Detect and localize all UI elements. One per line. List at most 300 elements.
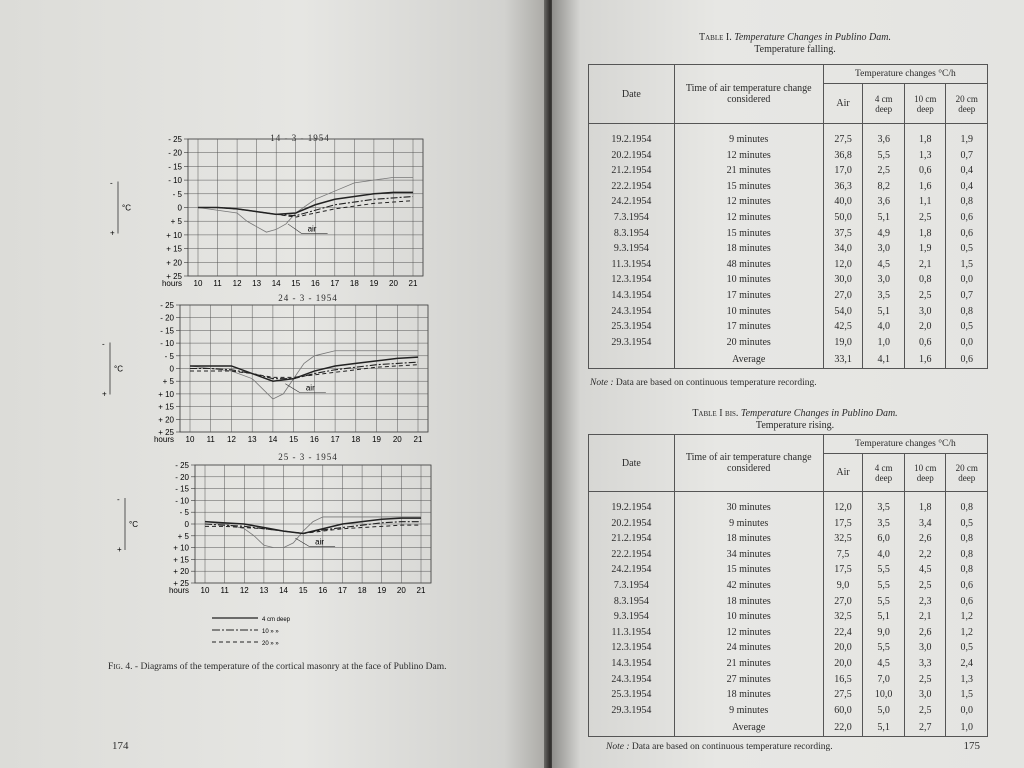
table-2-row (589, 547, 988, 563)
table-1-cell-time: 18 minutes (674, 241, 823, 257)
y-tick-label: - 5 (164, 351, 174, 361)
table-1-cell-air: 54,0 (823, 304, 863, 320)
table-2-header-20cm: 20 cm deep (946, 454, 988, 492)
table-1-cell-20cm: 0,0 (946, 272, 988, 288)
table-1-cell-time: 20 minutes (674, 335, 823, 351)
air-annotation: air (307, 224, 317, 234)
table-1-row (589, 241, 988, 257)
table-1-cell-10cm: 2,5 (904, 210, 946, 226)
table-2 (588, 434, 988, 737)
table-2-cell-20cm: 1,5 (946, 687, 988, 703)
x-tick-label: 16 (309, 435, 319, 444)
table-1-cell-4cm: 3,6 (863, 194, 905, 210)
table-1-cell-air: 37,5 (823, 226, 863, 242)
table-2-cell-20cm: 1,2 (946, 625, 988, 641)
table-2-cell-10cm: 3,4 (904, 516, 946, 532)
y-tick-label: + 15 (166, 244, 182, 254)
table-1-cell-date: 8.3.1954 (589, 226, 675, 242)
table-2-cell-10cm: 2,5 (904, 703, 946, 719)
table-1-cell-air: 30,0 (823, 272, 863, 288)
figure-caption (108, 662, 528, 672)
y-axis-minus-sign: - (110, 178, 113, 188)
y-tick-label: - 5 (172, 189, 182, 199)
table-1-title (600, 32, 990, 56)
table-1-cell-time: 17 minutes (674, 288, 823, 304)
y-tick-label: + 20 (158, 415, 174, 425)
table-2-cell-4cm: 10,0 (863, 687, 905, 703)
table-2-average-20cm: 1,0 (946, 718, 988, 737)
table-2-note-label: Note : (606, 742, 630, 752)
table-2-cell-air: 20,0 (823, 640, 863, 656)
table-1-cell-4cm: 4,5 (863, 257, 905, 273)
table-2-cell-10cm: 2,5 (904, 672, 946, 688)
x-tick-label: 12 (227, 435, 236, 444)
table-2-cell-date: 22.2.1954 (589, 547, 675, 563)
table-2-average-label: Average (674, 718, 823, 737)
table-1-cell-4cm: 4,9 (863, 226, 905, 242)
table-2-header-group: Temperature changes °C/h (823, 435, 987, 454)
x-axis-label: hours (168, 586, 189, 595)
table-2-cell-air: 12,0 (823, 500, 863, 516)
x-tick-label: 13 (247, 435, 257, 444)
legend-label-10cm: 10 » » (262, 629, 279, 635)
x-tick-label: 18 (349, 279, 359, 288)
table-2-cell-time: 42 minutes (674, 578, 823, 594)
table-2-cell-date: 24.3.1954 (589, 672, 675, 688)
y-axis-label: °C (122, 203, 131, 213)
air-annotation: air (315, 537, 324, 547)
table-2-header-10cm: 10 cm deep (904, 454, 946, 492)
table-1-cell-air: 12,0 (823, 257, 863, 273)
y-tick-label: + 5 (162, 377, 174, 387)
x-tick-label: 21 (408, 279, 418, 288)
table-1-average-10cm: 1,6 (904, 350, 946, 369)
table-1-cell-air: 17,0 (823, 163, 863, 179)
table-1-cell-date: 21.2.1954 (589, 163, 675, 179)
table-1-cell-10cm: 1,1 (904, 194, 946, 210)
table-2-cell-air: 27,0 (823, 594, 863, 610)
table-1-note (590, 378, 817, 388)
y-tick-label: - 20 (160, 313, 174, 323)
table-2-row (589, 500, 988, 516)
table-1-cell-date: 24.3.1954 (589, 304, 675, 320)
table-1-cell-20cm: 0,7 (946, 288, 988, 304)
table-2-cell-20cm: 0,0 (946, 703, 988, 719)
table-2-header-air: Air (823, 454, 863, 492)
table-1-cell-10cm: 1,8 (904, 132, 946, 148)
table-1-cell-4cm: 5,5 (863, 148, 905, 164)
x-tick-label: 15 (291, 279, 301, 288)
table-1-cell-10cm: 2,0 (904, 319, 946, 335)
table-2-cell-time: 9 minutes (674, 703, 823, 719)
y-tick-label: - 15 (160, 326, 174, 336)
y-tick-label: + 25 (166, 272, 182, 281)
table-2-header-time: Time of air temperature change considered (674, 435, 823, 492)
table-1-cell-time: 12 minutes (674, 148, 823, 164)
table-1-header-air: Air (823, 84, 863, 124)
table-1-row (589, 288, 988, 304)
table-2-cell-time: 27 minutes (674, 672, 823, 688)
table-2-cell-date: 20.2.1954 (589, 516, 675, 532)
table-1-cell-date: 7.3.1954 (589, 210, 675, 226)
y-tick-label: - 25 (175, 461, 189, 470)
table-2-cell-4cm: 5,5 (863, 640, 905, 656)
table-1-cell-date: 12.3.1954 (589, 272, 675, 288)
table-1-cell-10cm: 2,1 (904, 257, 946, 273)
table-2-heading: Temperature Changes in Publino Dam. (740, 408, 898, 419)
table-2-cell-time: 24 minutes (674, 640, 823, 656)
table-2-cell-4cm: 5,5 (863, 594, 905, 610)
table-2-cell-time: 9 minutes (674, 516, 823, 532)
chart-legend (210, 612, 330, 648)
table-1-header-time: Time of air temperature change considered (674, 65, 823, 124)
x-tick-label: 16 (318, 586, 328, 595)
table-2-cell-date: 29.3.1954 (589, 703, 675, 719)
x-tick-label: 11 (220, 586, 229, 595)
table-1-average-20cm: 0,6 (946, 350, 988, 369)
table-1-cell-4cm: 5,1 (863, 304, 905, 320)
x-tick-label: 17 (338, 586, 347, 595)
x-axis-label: hours (153, 435, 174, 444)
page-number-left: 174 (112, 740, 129, 752)
table-2-cell-10cm: 1,8 (904, 500, 946, 516)
table-2-cell-20cm: 1,2 (946, 609, 988, 625)
table-2-cell-air: 20,0 (823, 656, 863, 672)
x-axis-label: hours (161, 279, 182, 288)
y-tick-label: + 25 (173, 579, 189, 588)
table-1-cell-date: 11.3.1954 (589, 257, 675, 273)
table-2-row (589, 640, 988, 656)
table-2-cell-date: 21.2.1954 (589, 531, 675, 547)
table-1-header-10cm: 10 cm deep (904, 84, 946, 124)
table-2-cell-air: 16,5 (823, 672, 863, 688)
y-tick-label: + 5 (177, 531, 189, 541)
table-2-cell-time: 30 minutes (674, 500, 823, 516)
table-2-cell-20cm: 0,8 (946, 500, 988, 516)
table-2-cell-time: 12 minutes (674, 625, 823, 641)
x-tick-label: 20 (392, 435, 402, 444)
table-2-subtitle: Temperature rising. (755, 420, 835, 431)
table-2-cell-10cm: 2,2 (904, 547, 946, 563)
table-1-cell-20cm: 0,5 (946, 241, 988, 257)
table-1-cell-20cm: 1,5 (946, 257, 988, 273)
table-2-note-text: Data are based on continuous temperature recording. (629, 742, 833, 752)
table-1-heading: Temperature Changes in Publino Dam. (734, 32, 891, 43)
table-1-cell-date: 25.3.1954 (589, 319, 675, 335)
table-2-cell-10cm: 2,5 (904, 578, 946, 594)
y-tick-label: + 10 (158, 389, 174, 399)
x-tick-label: 15 (298, 586, 308, 595)
chart-3-title: 25 - 3 - 1954 (278, 452, 338, 462)
table-2-average-4cm: 5,1 (863, 718, 905, 737)
table-2-cell-date: 12.3.1954 (589, 640, 675, 656)
table-1-cell-20cm: 0,6 (946, 210, 988, 226)
table-1-cell-10cm: 0,8 (904, 272, 946, 288)
table-1-row (589, 163, 988, 179)
table-1-cell-date: 19.2.1954 (589, 132, 675, 148)
table-2-cell-date: 11.3.1954 (589, 625, 675, 641)
table-1-cell-time: 10 minutes (674, 304, 823, 320)
table-2-cell-10cm: 2,6 (904, 531, 946, 547)
x-tick-label: 13 (252, 279, 262, 288)
table-1 (588, 64, 988, 369)
x-tick-label: 10 (200, 586, 210, 595)
table-2-cell-date: 14.3.1954 (589, 656, 675, 672)
page-number-right: 175 (963, 740, 980, 752)
table-2-cell-4cm: 5,1 (863, 609, 905, 625)
table-1-row (589, 272, 988, 288)
table-1-cell-air: 19,0 (823, 335, 863, 351)
table-1-header-group: Temperature changes °C/h (823, 65, 987, 84)
table-1-cell-time: 10 minutes (674, 272, 823, 288)
table-1-cell-time: 48 minutes (674, 257, 823, 273)
table-2-cell-air: 60,0 (823, 703, 863, 719)
table-2-cell-date: 7.3.1954 (589, 578, 675, 594)
x-tick-label: 11 (206, 435, 215, 444)
table-2-cell-air: 17,5 (823, 562, 863, 578)
y-axis-plus-sign: + (117, 545, 122, 554)
table-2-cell-20cm: 0,6 (946, 578, 988, 594)
table-2-cell-10cm: 2,6 (904, 625, 946, 641)
table-2-average-10cm: 2,7 (904, 718, 946, 737)
table-2-cell-time: 21 minutes (674, 656, 823, 672)
table-2-cell-20cm: 0,8 (946, 547, 988, 563)
table-2-cell-4cm: 4,5 (863, 656, 905, 672)
y-tick-label: + 20 (166, 258, 182, 268)
figure-caption-text: - Diagrams of the temperature of the cortical masonry at the face of Publino Dam. (132, 662, 447, 672)
table-1-cell-20cm: 0,8 (946, 194, 988, 210)
x-tick-label: 11 (213, 279, 222, 288)
air-annotation: air (305, 383, 315, 393)
table-1-average-label: Average (674, 350, 823, 369)
table-1-row (589, 226, 988, 242)
table-1-cell-4cm: 5,1 (863, 210, 905, 226)
table-1-cell-time: 15 minutes (674, 226, 823, 242)
table-2-row (589, 703, 988, 719)
table-2-cell-4cm: 9,0 (863, 625, 905, 641)
y-tick-label: + 15 (158, 402, 174, 412)
table-2-cell-time: 18 minutes (674, 531, 823, 547)
y-axis-plus-sign: + (110, 228, 115, 238)
table-1-cell-date: 14.3.1954 (589, 288, 675, 304)
table-2-cell-air: 32,5 (823, 531, 863, 547)
table-1-cell-date: 29.3.1954 (589, 335, 675, 351)
table-2-cell-date: 9.3.1954 (589, 609, 675, 625)
x-tick-label: 20 (389, 279, 398, 288)
table-2-cell-date: 24.2.1954 (589, 562, 675, 578)
table-2-cell-20cm: 1,3 (946, 672, 988, 688)
x-tick-label: 21 (416, 586, 426, 595)
y-tick-label: 0 (184, 520, 189, 529)
table-2-cell-20cm: 0,8 (946, 531, 988, 547)
table-1-header-20cm: 20 cm deep (946, 84, 988, 124)
table-2-row (589, 672, 988, 688)
table-2-label: Table I bis. (692, 408, 739, 419)
table-2-cell-air: 17,5 (823, 516, 863, 532)
table-1-cell-10cm: 0,6 (904, 163, 946, 179)
table-1-cell-air: 42,5 (823, 319, 863, 335)
y-tick-label: - 20 (175, 472, 189, 482)
table-2-cell-10cm: 3,0 (904, 640, 946, 656)
x-tick-label: 14 (279, 586, 288, 595)
table-1-cell-4cm: 4,0 (863, 319, 905, 335)
air-annotation-leader (295, 538, 309, 546)
table-1-cell-20cm: 0,4 (946, 163, 988, 179)
table-2-row (589, 609, 988, 625)
table-1-average-air: 33,1 (823, 350, 863, 369)
table-1-cell-20cm: 0,5 (946, 319, 988, 335)
table-1-note-text: Data are based on continuous temperature recording. (613, 378, 817, 388)
table-2-title (600, 408, 990, 432)
table-1-row (589, 132, 988, 148)
table-1-row (589, 210, 988, 226)
table-2-cell-10cm: 3,3 (904, 656, 946, 672)
table-1-row (589, 148, 988, 164)
table-1-cell-time: 12 minutes (674, 194, 823, 210)
x-tick-label: 20 (396, 586, 406, 595)
table-1-cell-10cm: 1,9 (904, 241, 946, 257)
x-tick-label: 18 (357, 586, 367, 595)
table-1-cell-20cm: 0,4 (946, 179, 988, 195)
y-tick-label: + 5 (170, 217, 182, 227)
table-1-cell-date: 22.2.1954 (589, 179, 675, 195)
y-axis-minus-sign: - (102, 339, 105, 349)
table-2-cell-4cm: 4,0 (863, 547, 905, 563)
table-2-header-4cm: 4 cm deep (863, 454, 905, 492)
y-axis-plus-sign: + (102, 389, 107, 399)
table-2-cell-20cm: 0,8 (946, 562, 988, 578)
table-1-cell-air: 36,8 (823, 148, 863, 164)
table-1-subtitle: Temperature falling. (754, 44, 836, 55)
table-2-row (589, 531, 988, 547)
x-tick-label: 13 (259, 586, 269, 595)
x-tick-label: 12 (239, 586, 249, 595)
table-1-cell-4cm: 3,0 (863, 241, 905, 257)
x-tick-label: 19 (369, 279, 379, 288)
y-tick-label: - 10 (175, 496, 189, 506)
table-1-cell-air: 27,5 (823, 132, 863, 148)
table-1-header-4cm: 4 cm deep (863, 84, 905, 124)
y-tick-label: 0 (169, 364, 174, 374)
table-1-note-label: Note : (590, 378, 614, 388)
y-tick-label: - 25 (160, 301, 174, 310)
y-tick-label: 0 (177, 203, 182, 213)
y-tick-label: - 20 (168, 148, 182, 158)
x-tick-label: 17 (330, 279, 340, 288)
table-2-row (589, 578, 988, 594)
x-tick-label: 10 (193, 279, 203, 288)
table-1-row (589, 179, 988, 195)
y-axis-minus-sign: - (117, 495, 120, 504)
table-1-cell-10cm: 0,6 (904, 335, 946, 351)
table-2-cell-time: 18 minutes (674, 594, 823, 610)
y-tick-label: + 25 (158, 428, 174, 437)
x-tick-label: 18 (351, 435, 361, 444)
table-2-cell-date: 25.3.1954 (589, 687, 675, 703)
table-1-cell-air: 27,0 (823, 288, 863, 304)
table-2-cell-20cm: 0,5 (946, 640, 988, 656)
x-tick-label: 16 (310, 279, 320, 288)
x-tick-label: 17 (330, 435, 340, 444)
table-2-cell-4cm: 3,5 (863, 500, 905, 516)
chart-2-title: 24 - 3 - 1954 (278, 293, 338, 303)
table-2-cell-4cm: 5,0 (863, 703, 905, 719)
table-1-cell-4cm: 3,5 (863, 288, 905, 304)
y-tick-label: + 20 (173, 567, 189, 577)
table-2-cell-air: 27,5 (823, 687, 863, 703)
table-1-cell-air: 34,0 (823, 241, 863, 257)
y-tick-label: - 15 (168, 162, 182, 172)
x-tick-label: 12 (232, 279, 242, 288)
y-tick-label: + 15 (173, 555, 189, 565)
table-1-cell-date: 24.2.1954 (589, 194, 675, 210)
table-2-cell-4cm: 5,5 (863, 562, 905, 578)
x-tick-label: 19 (377, 586, 387, 595)
y-tick-label: - 5 (179, 508, 189, 518)
table-1-cell-10cm: 2,5 (904, 288, 946, 304)
table-1-cell-date: 9.3.1954 (589, 241, 675, 257)
table-1-cell-10cm: 3,0 (904, 304, 946, 320)
table-1-cell-20cm: 0,0 (946, 335, 988, 351)
table-2-average-air: 22,0 (823, 718, 863, 737)
legend-label-4cm: 4 cm deep (262, 617, 291, 623)
table-1-average-4cm: 4,1 (863, 350, 905, 369)
table-1-row (589, 194, 988, 210)
table-1-cell-10cm: 1,6 (904, 179, 946, 195)
table-2-cell-10cm: 2,1 (904, 609, 946, 625)
table-2-cell-time: 18 minutes (674, 687, 823, 703)
table-1-cell-10cm: 1,8 (904, 226, 946, 242)
chart-1-title: 14 - 3 - 1954 (270, 133, 330, 143)
table-1-cell-time: 15 minutes (674, 179, 823, 195)
y-tick-label: + 10 (173, 543, 189, 553)
table-1-cell-time: 9 minutes (674, 132, 823, 148)
table-2-cell-date: 8.3.1954 (589, 594, 675, 610)
table-1-cell-10cm: 1,3 (904, 148, 946, 164)
legend-label-20cm: 20 » » (262, 641, 279, 647)
table-2-cell-20cm: 0,5 (946, 516, 988, 532)
table-1-cell-date: 20.2.1954 (589, 148, 675, 164)
table-1-cell-air: 40,0 (823, 194, 863, 210)
table-2-row (589, 562, 988, 578)
table-2-cell-10cm: 3,0 (904, 687, 946, 703)
table-1-cell-20cm: 0,6 (946, 226, 988, 242)
x-tick-label: 19 (372, 435, 381, 444)
y-tick-label: - 25 (168, 135, 182, 144)
table-1-cell-4cm: 3,6 (863, 132, 905, 148)
table-2-cell-time: 10 minutes (674, 609, 823, 625)
table-2-row (589, 594, 988, 610)
table-2-cell-20cm: 2,4 (946, 656, 988, 672)
table-2-cell-10cm: 2,3 (904, 594, 946, 610)
table-2-note (606, 742, 833, 752)
table-2-row (589, 516, 988, 532)
table-1-row (589, 319, 988, 335)
table-1-cell-4cm: 3,0 (863, 272, 905, 288)
table-1-cell-20cm: 0,8 (946, 304, 988, 320)
table-1-cell-air: 36,3 (823, 179, 863, 195)
x-tick-label: 14 (271, 279, 281, 288)
y-axis-label: °C (114, 364, 123, 374)
table-2-row (589, 656, 988, 672)
table-2-row (589, 687, 988, 703)
y-tick-label: - 10 (168, 176, 182, 186)
table-2-header-date: Date (589, 435, 675, 492)
table-2-cell-4cm: 7,0 (863, 672, 905, 688)
table-2-cell-air: 32,5 (823, 609, 863, 625)
table-2-cell-10cm: 4,5 (904, 562, 946, 578)
y-tick-label: - 10 (160, 339, 174, 349)
